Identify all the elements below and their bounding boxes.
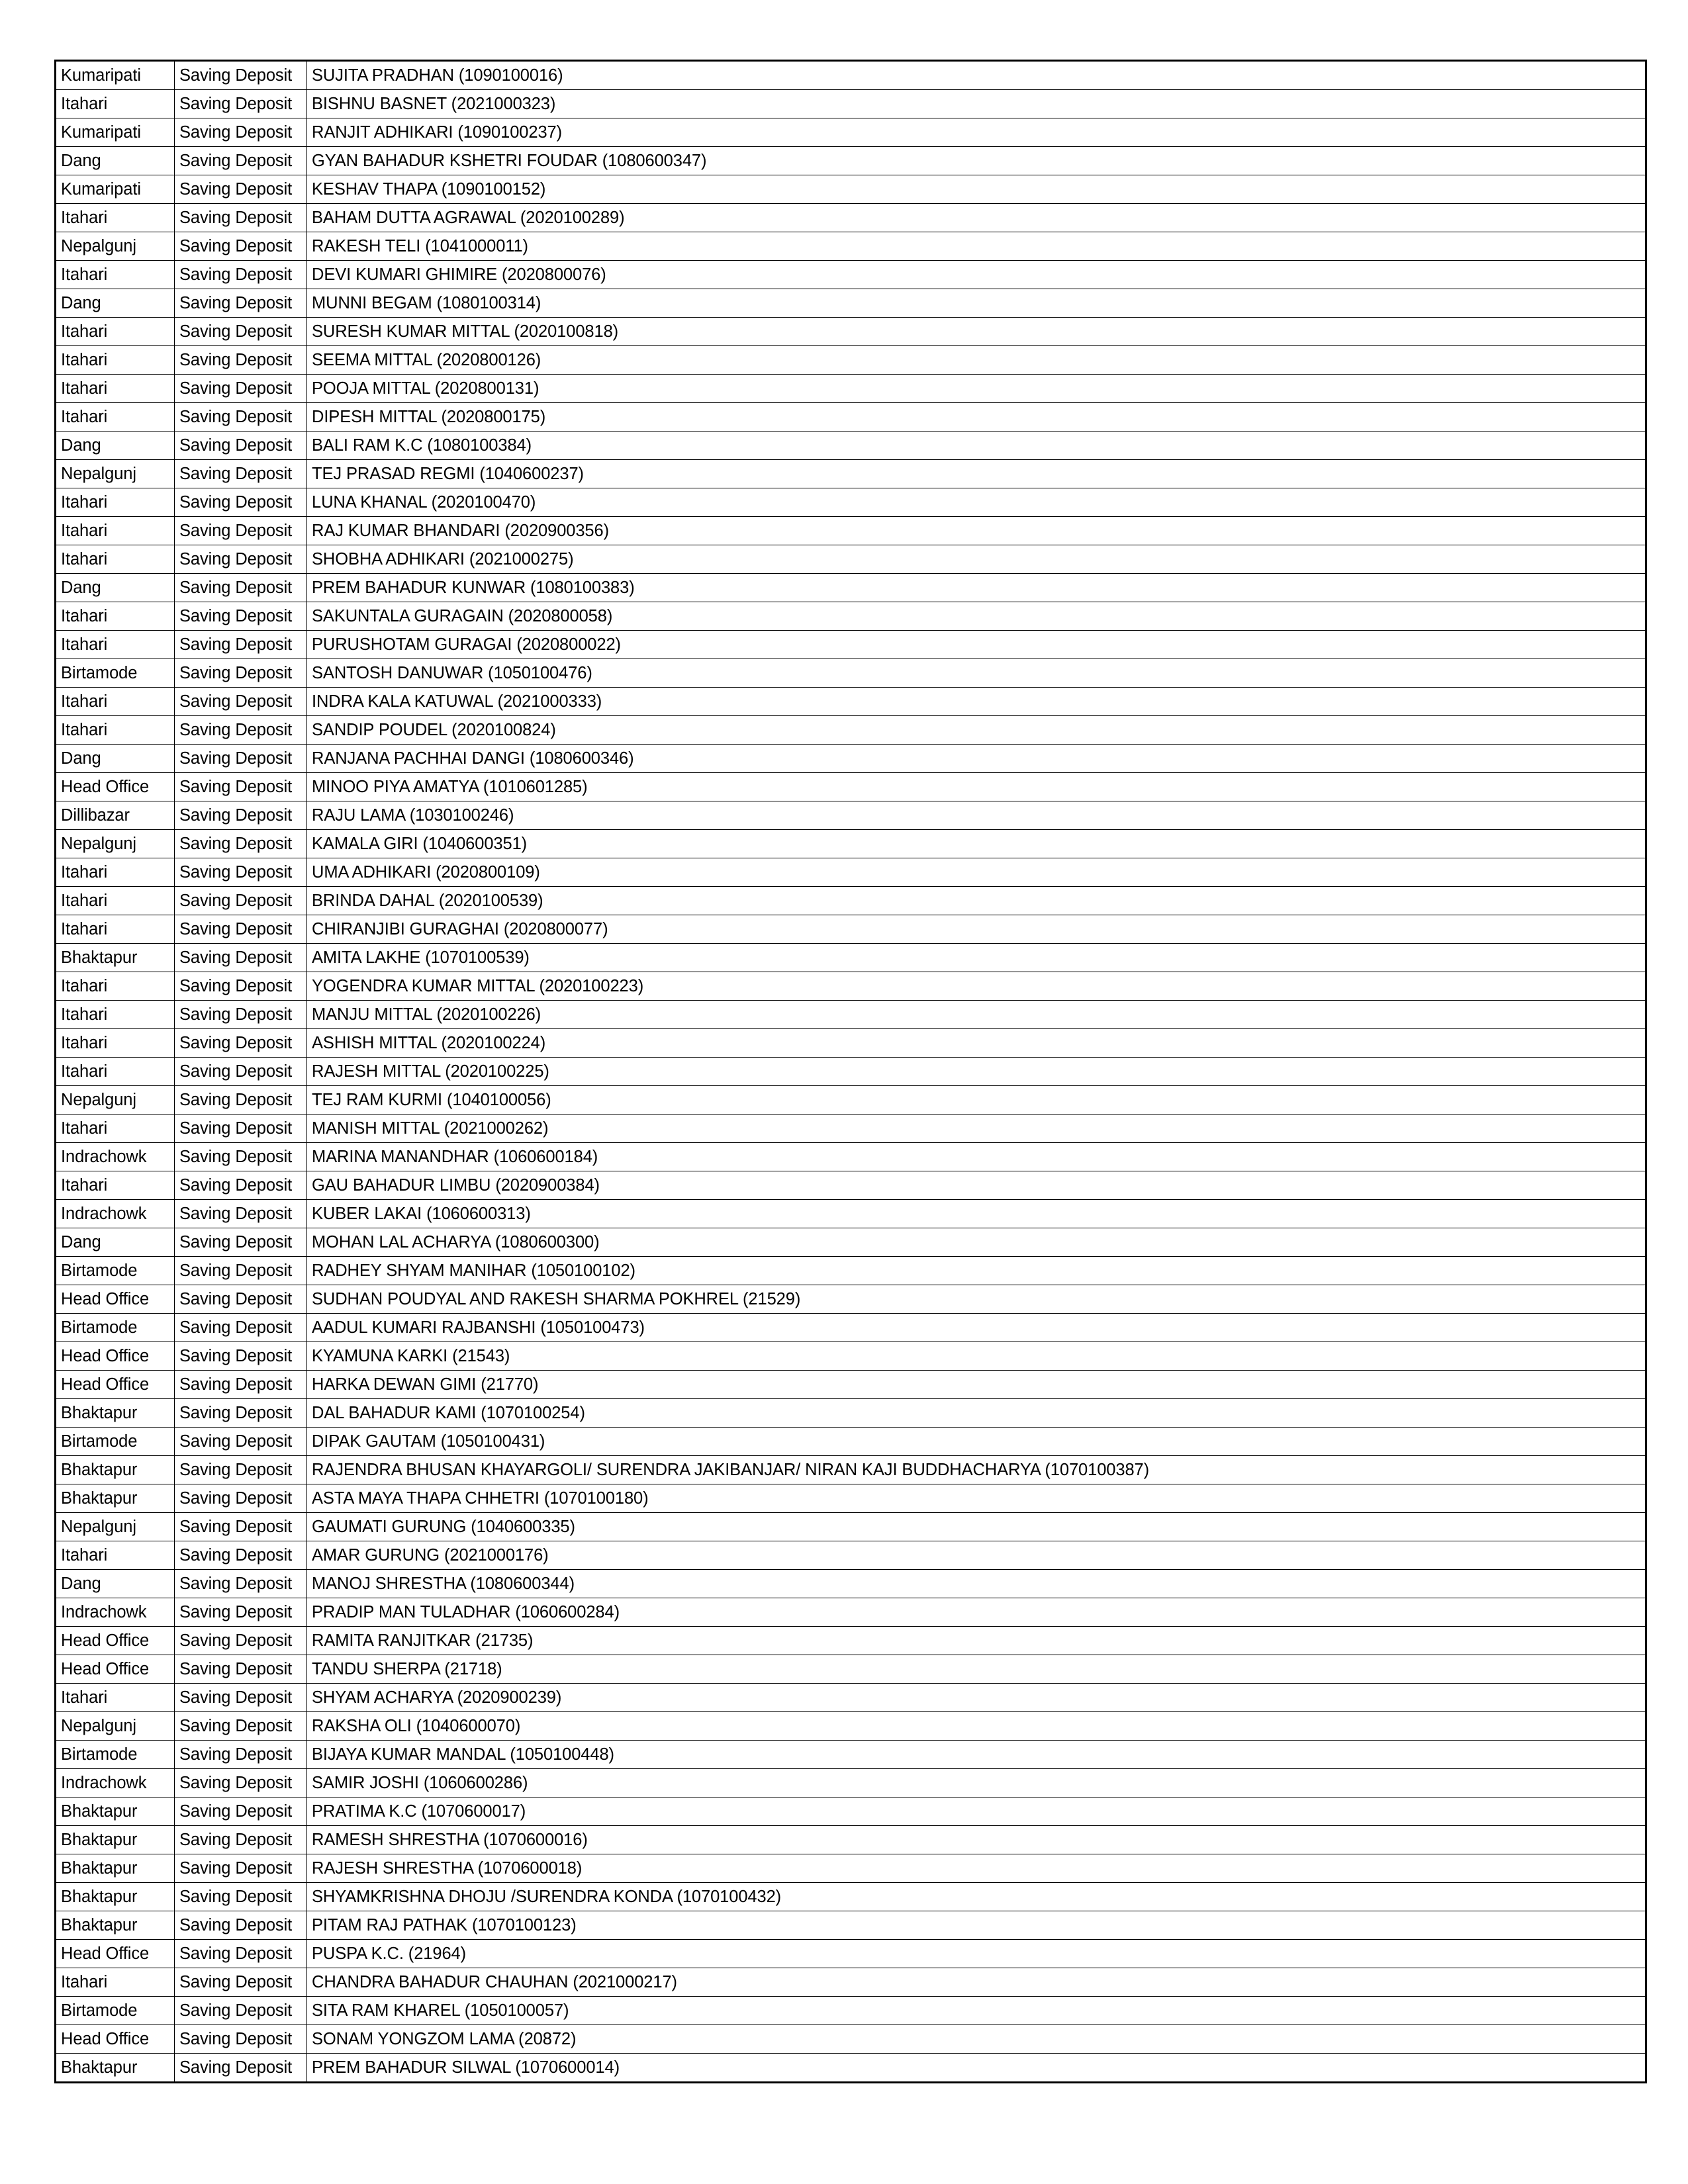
account-holder-cell: TEJ RAM KURMI (1040100056) — [307, 1086, 1646, 1115]
branch-cell: Nepalgunj — [56, 830, 175, 858]
scheme-cell: Saving Deposit — [175, 318, 307, 346]
account-holder-cell: KESHAV THAPA (1090100152) — [307, 175, 1646, 204]
branch-cell: Bhaktapur — [56, 1484, 175, 1513]
account-holder-cell: SURESH KUMAR MITTAL (2020100818) — [307, 318, 1646, 346]
table-row — [56, 1257, 1646, 1285]
branch-cell: Nepalgunj — [56, 1513, 175, 1541]
scheme-cell: Saving Deposit — [175, 1484, 307, 1513]
account-holder-cell: RAJESH SHRESTHA (1070600018) — [307, 1854, 1646, 1883]
scheme-cell: Saving Deposit — [175, 1314, 307, 1342]
account-holder-cell: SAMIR JOSHI (1060600286) — [307, 1769, 1646, 1797]
account-holder-cell: BRINDA DAHAL (2020100539) — [307, 887, 1646, 915]
account-holder-cell: SHYAM ACHARYA (2020900239) — [307, 1684, 1646, 1712]
scheme-cell: Saving Deposit — [175, 488, 307, 517]
branch-cell: Nepalgunj — [56, 460, 175, 488]
scheme-cell: Saving Deposit — [175, 1001, 307, 1029]
table-row — [56, 887, 1646, 915]
branch-cell: Itahari — [56, 488, 175, 517]
table-row — [56, 830, 1646, 858]
account-holder-cell: UMA ADHIKARI (2020800109) — [307, 858, 1646, 887]
scheme-cell: Saving Deposit — [175, 773, 307, 801]
table-row — [56, 688, 1646, 716]
scheme-cell: Saving Deposit — [175, 1570, 307, 1598]
scheme-cell: Saving Deposit — [175, 232, 307, 261]
account-holder-cell: MANOJ SHRESTHA (1080600344) — [307, 1570, 1646, 1598]
table-row — [56, 118, 1646, 147]
table-row — [56, 574, 1646, 602]
account-holder-cell: SANDIP POUDEL (2020100824) — [307, 716, 1646, 745]
branch-cell: Itahari — [56, 1115, 175, 1143]
account-holder-cell: RAKSHA OLI (1040600070) — [307, 1712, 1646, 1741]
account-holder-cell: MANISH MITTAL (2021000262) — [307, 1115, 1646, 1143]
branch-cell: Bhaktapur — [56, 1797, 175, 1826]
branch-cell: Bhaktapur — [56, 1399, 175, 1428]
branch-cell: Bhaktapur — [56, 944, 175, 972]
table-row — [56, 915, 1646, 944]
scheme-cell: Saving Deposit — [175, 1285, 307, 1314]
scheme-cell: Saving Deposit — [175, 61, 307, 90]
branch-cell: Dillibazar — [56, 801, 175, 830]
scheme-cell: Saving Deposit — [175, 175, 307, 204]
account-holder-cell: MARINA MANANDHAR (1060600184) — [307, 1143, 1646, 1171]
table-row — [56, 1115, 1646, 1143]
account-holder-cell: RAKESH TELI (1041000011) — [307, 232, 1646, 261]
account-holder-cell: RAJ KUMAR BHANDARI (2020900356) — [307, 517, 1646, 545]
branch-cell: Nepalgunj — [56, 232, 175, 261]
account-holder-cell: TANDU SHERPA (21718) — [307, 1655, 1646, 1684]
branch-cell: Nepalgunj — [56, 1712, 175, 1741]
scheme-cell: Saving Deposit — [175, 204, 307, 232]
table-row — [56, 232, 1646, 261]
branch-cell: Birtamode — [56, 1314, 175, 1342]
table-row — [56, 289, 1646, 318]
account-holder-cell: DIPAK GAUTAM (1050100431) — [307, 1428, 1646, 1456]
branch-cell: Itahari — [56, 915, 175, 944]
scheme-cell: Saving Deposit — [175, 1911, 307, 1940]
scheme-cell: Saving Deposit — [175, 1428, 307, 1456]
table-row — [56, 346, 1646, 375]
scheme-cell: Saving Deposit — [175, 716, 307, 745]
scheme-cell: Saving Deposit — [175, 1684, 307, 1712]
account-holder-cell: BAHAM DUTTA AGRAWAL (2020100289) — [307, 204, 1646, 232]
branch-cell: Kumaripati — [56, 175, 175, 204]
account-holder-cell: RADHEY SHYAM MANIHAR (1050100102) — [307, 1257, 1646, 1285]
table-row — [56, 1570, 1646, 1598]
account-holder-cell: SUJITA PRADHAN (1090100016) — [307, 61, 1646, 90]
table-row — [56, 1342, 1646, 1371]
account-holder-cell: SAKUNTALA GURAGAIN (2020800058) — [307, 602, 1646, 631]
account-holder-cell: PUSPA K.C. (21964) — [307, 1940, 1646, 1968]
branch-cell: Itahari — [56, 403, 175, 432]
branch-cell: Head Office — [56, 1655, 175, 1684]
table-row — [56, 1627, 1646, 1655]
account-holder-cell: MANJU MITTAL (2020100226) — [307, 1001, 1646, 1029]
account-holder-cell: YOGENDRA KUMAR MITTAL (2020100223) — [307, 972, 1646, 1001]
branch-cell: Nepalgunj — [56, 1086, 175, 1115]
branch-cell: Itahari — [56, 887, 175, 915]
table-row — [56, 1171, 1646, 1200]
branch-cell: Bhaktapur — [56, 1826, 175, 1854]
table-row — [56, 403, 1646, 432]
table-row — [56, 745, 1646, 773]
account-holder-cell: BALI RAM K.C (1080100384) — [307, 432, 1646, 460]
branch-cell: Itahari — [56, 517, 175, 545]
scheme-cell: Saving Deposit — [175, 1513, 307, 1541]
branch-cell: Itahari — [56, 1058, 175, 1086]
scheme-cell: Saving Deposit — [175, 1029, 307, 1058]
table-row — [56, 1200, 1646, 1228]
branch-cell: Itahari — [56, 375, 175, 403]
scheme-cell: Saving Deposit — [175, 1456, 307, 1484]
scheme-cell: Saving Deposit — [175, 1627, 307, 1655]
account-holder-cell: PREM BAHADUR KUNWAR (1080100383) — [307, 574, 1646, 602]
table-row — [56, 2054, 1646, 2083]
scheme-cell: Saving Deposit — [175, 830, 307, 858]
branch-cell: Itahari — [56, 545, 175, 574]
table-row — [56, 147, 1646, 175]
table-row — [56, 90, 1646, 118]
account-holder-cell: KAMALA GIRI (1040600351) — [307, 830, 1646, 858]
account-holder-cell: SUDHAN POUDYAL AND RAKESH SHARMA POKHREL (21529) — [307, 1285, 1646, 1314]
branch-cell: Itahari — [56, 716, 175, 745]
account-holder-cell: PURUSHOTAM GURAGAI (2020800022) — [307, 631, 1646, 659]
account-holder-cell: MOHAN LAL ACHARYA (1080600300) — [307, 1228, 1646, 1257]
scheme-cell: Saving Deposit — [175, 289, 307, 318]
scheme-cell: Saving Deposit — [175, 1342, 307, 1371]
branch-cell: Kumaripati — [56, 61, 175, 90]
scheme-cell: Saving Deposit — [175, 1854, 307, 1883]
branch-cell: Birtamode — [56, 1428, 175, 1456]
scheme-cell: Saving Deposit — [175, 2054, 307, 2083]
scheme-cell: Saving Deposit — [175, 1115, 307, 1143]
account-holder-cell: SANTOSH DANUWAR (1050100476) — [307, 659, 1646, 688]
scheme-cell: Saving Deposit — [175, 1058, 307, 1086]
account-holder-cell: SONAM YONGZOM LAMA (20872) — [307, 2025, 1646, 2054]
branch-cell: Bhaktapur — [56, 1854, 175, 1883]
account-holder-cell: AADUL KUMARI RAJBANSHI (1050100473) — [307, 1314, 1646, 1342]
scheme-cell: Saving Deposit — [175, 1997, 307, 2025]
table-row — [56, 1058, 1646, 1086]
branch-cell: Itahari — [56, 1541, 175, 1570]
table-row — [56, 1997, 1646, 2025]
table-row — [56, 1143, 1646, 1171]
scheme-cell: Saving Deposit — [175, 801, 307, 830]
table-row — [56, 1797, 1646, 1826]
scheme-cell: Saving Deposit — [175, 1769, 307, 1797]
scheme-cell: Saving Deposit — [175, 1257, 307, 1285]
scheme-cell: Saving Deposit — [175, 261, 307, 289]
table-row — [56, 1598, 1646, 1627]
scheme-cell: Saving Deposit — [175, 1712, 307, 1741]
scheme-cell: Saving Deposit — [175, 1399, 307, 1428]
branch-cell: Itahari — [56, 261, 175, 289]
branch-cell: Itahari — [56, 1968, 175, 1997]
branch-cell: Birtamode — [56, 1257, 175, 1285]
scheme-cell: Saving Deposit — [175, 375, 307, 403]
branch-cell: Bhaktapur — [56, 1456, 175, 1484]
account-holder-cell: SHOBHA ADHIKARI (2021000275) — [307, 545, 1646, 574]
table-row — [56, 801, 1646, 830]
table-row — [56, 375, 1646, 403]
branch-cell: Dang — [56, 1228, 175, 1257]
branch-cell: Itahari — [56, 204, 175, 232]
branch-cell: Itahari — [56, 1001, 175, 1029]
branch-cell: Head Office — [56, 1627, 175, 1655]
scheme-cell: Saving Deposit — [175, 90, 307, 118]
branch-cell: Itahari — [56, 346, 175, 375]
table-row — [56, 1911, 1646, 1940]
scheme-cell: Saving Deposit — [175, 944, 307, 972]
branch-cell: Itahari — [56, 1029, 175, 1058]
table-row — [56, 2025, 1646, 2054]
account-holder-cell: HARKA DEWAN GIMI (21770) — [307, 1371, 1646, 1399]
scheme-cell: Saving Deposit — [175, 631, 307, 659]
account-holder-cell: RAJU LAMA (1030100246) — [307, 801, 1646, 830]
branch-cell: Head Office — [56, 1371, 175, 1399]
scheme-cell: Saving Deposit — [175, 545, 307, 574]
branch-cell: Head Office — [56, 1940, 175, 1968]
table-row — [56, 602, 1646, 631]
branch-cell: Itahari — [56, 858, 175, 887]
scheme-cell: Saving Deposit — [175, 745, 307, 773]
scheme-cell: Saving Deposit — [175, 1826, 307, 1854]
table-row — [56, 175, 1646, 204]
account-holder-cell: ASTA MAYA THAPA CHHETRI (1070100180) — [307, 1484, 1646, 1513]
scheme-cell: Saving Deposit — [175, 1968, 307, 1997]
account-holder-cell: SHYAMKRISHNA DHOJU /SURENDRA KONDA (1070100432) — [307, 1883, 1646, 1911]
account-holder-cell: DIPESH MITTAL (2020800175) — [307, 403, 1646, 432]
account-holder-cell: TEJ PRASAD REGMI (1040600237) — [307, 460, 1646, 488]
scheme-cell: Saving Deposit — [175, 1655, 307, 1684]
table-row — [56, 1086, 1646, 1115]
branch-cell: Dang — [56, 432, 175, 460]
scheme-cell: Saving Deposit — [175, 688, 307, 716]
table-row — [56, 517, 1646, 545]
table-row — [56, 1371, 1646, 1399]
account-holder-cell: AMITA LAKHE (1070100539) — [307, 944, 1646, 972]
table-row — [56, 1228, 1646, 1257]
account-holder-cell: ASHISH MITTAL (2020100224) — [307, 1029, 1646, 1058]
branch-cell: Itahari — [56, 90, 175, 118]
scheme-cell: Saving Deposit — [175, 432, 307, 460]
scheme-cell: Saving Deposit — [175, 147, 307, 175]
branch-cell: Dang — [56, 574, 175, 602]
table-row — [56, 1314, 1646, 1342]
scheme-cell: Saving Deposit — [175, 1940, 307, 1968]
branch-cell: Itahari — [56, 688, 175, 716]
account-holder-cell: POOJA MITTAL (2020800131) — [307, 375, 1646, 403]
account-holder-cell: KUBER LAKAI (1060600313) — [307, 1200, 1646, 1228]
scheme-cell: Saving Deposit — [175, 887, 307, 915]
table-row — [56, 1940, 1646, 1968]
table-row — [56, 204, 1646, 232]
branch-cell: Head Office — [56, 773, 175, 801]
table-row — [56, 61, 1646, 90]
table-row — [56, 1968, 1646, 1997]
account-holder-cell: RANJANA PACHHAI DANGI (1080600346) — [307, 745, 1646, 773]
branch-cell: Kumaripati — [56, 118, 175, 147]
scheme-cell: Saving Deposit — [175, 574, 307, 602]
branch-cell: Head Office — [56, 1285, 175, 1314]
scheme-cell: Saving Deposit — [175, 1086, 307, 1115]
branch-cell: Bhaktapur — [56, 1911, 175, 1940]
scheme-cell: Saving Deposit — [175, 915, 307, 944]
scheme-cell: Saving Deposit — [175, 858, 307, 887]
table-row — [56, 1513, 1646, 1541]
branch-cell: Head Office — [56, 2025, 175, 2054]
table-row — [56, 1769, 1646, 1797]
branch-cell: Dang — [56, 147, 175, 175]
account-holders-table — [54, 60, 1647, 2083]
table-row — [56, 716, 1646, 745]
scheme-cell: Saving Deposit — [175, 2025, 307, 2054]
account-holder-cell: GAUMATI GURUNG (1040600335) — [307, 1513, 1646, 1541]
account-holder-cell: SITA RAM KHAREL (1050100057) — [307, 1997, 1646, 2025]
account-holder-cell: AMAR GURUNG (2021000176) — [307, 1541, 1646, 1570]
scheme-cell: Saving Deposit — [175, 403, 307, 432]
scheme-cell: Saving Deposit — [175, 460, 307, 488]
table-row — [56, 1484, 1646, 1513]
table-row — [56, 1001, 1646, 1029]
scheme-cell: Saving Deposit — [175, 1200, 307, 1228]
branch-cell: Itahari — [56, 602, 175, 631]
table-row — [56, 1029, 1646, 1058]
table-row — [56, 1684, 1646, 1712]
account-holder-cell: BISHNU BASNET (2021000323) — [307, 90, 1646, 118]
table-row — [56, 460, 1646, 488]
table-row — [56, 318, 1646, 346]
table-row — [56, 1428, 1646, 1456]
account-holder-cell: SEEMA MITTAL (2020800126) — [307, 346, 1646, 375]
branch-cell: Indrachowk — [56, 1143, 175, 1171]
branch-cell: Dang — [56, 1570, 175, 1598]
table-row — [56, 545, 1646, 574]
account-holder-cell: DAL BAHADUR KAMI (1070100254) — [307, 1399, 1646, 1428]
branch-cell: Dang — [56, 289, 175, 318]
account-holder-cell: DEVI KUMARI GHIMIRE (2020800076) — [307, 261, 1646, 289]
branch-cell: Bhaktapur — [56, 2054, 175, 2083]
table-row — [56, 659, 1646, 688]
branch-cell: Itahari — [56, 1171, 175, 1200]
scheme-cell: Saving Deposit — [175, 1171, 307, 1200]
scheme-cell: Saving Deposit — [175, 1598, 307, 1627]
branch-cell: Bhaktapur — [56, 1883, 175, 1911]
scheme-cell: Saving Deposit — [175, 659, 307, 688]
branch-cell: Indrachowk — [56, 1769, 175, 1797]
table-row — [56, 1456, 1646, 1484]
branch-cell: Indrachowk — [56, 1200, 175, 1228]
table-row — [56, 858, 1646, 887]
table-row — [56, 773, 1646, 801]
account-holder-cell: KYAMUNA KARKI (21543) — [307, 1342, 1646, 1371]
table-row — [56, 488, 1646, 517]
account-holder-cell: MINOO PIYA AMATYA (1010601285) — [307, 773, 1646, 801]
table-row — [56, 972, 1646, 1001]
branch-cell: Birtamode — [56, 1997, 175, 2025]
account-holder-cell: PREM BAHADUR SILWAL (1070600014) — [307, 2054, 1646, 2083]
branch-cell: Itahari — [56, 972, 175, 1001]
scheme-cell: Saving Deposit — [175, 346, 307, 375]
branch-cell: Indrachowk — [56, 1598, 175, 1627]
table-row — [56, 1285, 1646, 1314]
branch-cell: Birtamode — [56, 659, 175, 688]
account-holder-cell: RAJESH MITTAL (2020100225) — [307, 1058, 1646, 1086]
table-body — [56, 61, 1646, 2083]
table-row — [56, 261, 1646, 289]
branch-cell: Itahari — [56, 1684, 175, 1712]
table-row — [56, 432, 1646, 460]
branch-cell: Dang — [56, 745, 175, 773]
table-row — [56, 1883, 1646, 1911]
table-row — [56, 1826, 1646, 1854]
account-holder-cell: RANJIT ADHIKARI (1090100237) — [307, 118, 1646, 147]
account-holder-cell: RAJENDRA BHUSAN KHAYARGOLI/ SURENDRA JAKIBANJAR/ NIRAN KAJI BUDDHACHARYA (1070100387) — [307, 1456, 1646, 1484]
account-holder-cell: INDRA KALA KATUWAL (2021000333) — [307, 688, 1646, 716]
table-row — [56, 1712, 1646, 1741]
scheme-cell: Saving Deposit — [175, 517, 307, 545]
scheme-cell: Saving Deposit — [175, 1883, 307, 1911]
scheme-cell: Saving Deposit — [175, 1541, 307, 1570]
table-row — [56, 631, 1646, 659]
account-holder-cell: PRADIP MAN TULADHAR (1060600284) — [307, 1598, 1646, 1627]
account-holder-cell: BIJAYA KUMAR MANDAL (1050100448) — [307, 1741, 1646, 1769]
account-holder-cell: PRATIMA K.C (1070600017) — [307, 1797, 1646, 1826]
account-holder-cell: GAU BAHADUR LIMBU (2020900384) — [307, 1171, 1646, 1200]
account-holder-cell: CHIRANJIBI GURAGHAI (2020800077) — [307, 915, 1646, 944]
table-row — [56, 1655, 1646, 1684]
table-row — [56, 944, 1646, 972]
account-holder-cell: RAMITA RANJITKAR (21735) — [307, 1627, 1646, 1655]
branch-cell: Birtamode — [56, 1741, 175, 1769]
table-row — [56, 1854, 1646, 1883]
scheme-cell: Saving Deposit — [175, 1741, 307, 1769]
scheme-cell: Saving Deposit — [175, 1143, 307, 1171]
account-holder-cell: PITAM RAJ PATHAK (1070100123) — [307, 1911, 1646, 1940]
scheme-cell: Saving Deposit — [175, 972, 307, 1001]
account-holder-cell: LUNA KHANAL (2020100470) — [307, 488, 1646, 517]
branch-cell: Head Office — [56, 1342, 175, 1371]
table-row — [56, 1541, 1646, 1570]
table-row — [56, 1741, 1646, 1769]
scheme-cell: Saving Deposit — [175, 602, 307, 631]
account-holder-cell: GYAN BAHADUR KSHETRI FOUDAR (1080600347) — [307, 147, 1646, 175]
table-row — [56, 1399, 1646, 1428]
account-holder-cell: RAMESH SHRESTHA (1070600016) — [307, 1826, 1646, 1854]
scheme-cell: Saving Deposit — [175, 1228, 307, 1257]
branch-cell: Itahari — [56, 318, 175, 346]
scheme-cell: Saving Deposit — [175, 1371, 307, 1399]
account-holder-cell: CHANDRA BAHADUR CHAUHAN (2021000217) — [307, 1968, 1646, 1997]
account-holder-cell: MUNNI BEGAM (1080100314) — [307, 289, 1646, 318]
scheme-cell: Saving Deposit — [175, 118, 307, 147]
branch-cell: Itahari — [56, 631, 175, 659]
scheme-cell: Saving Deposit — [175, 1797, 307, 1826]
